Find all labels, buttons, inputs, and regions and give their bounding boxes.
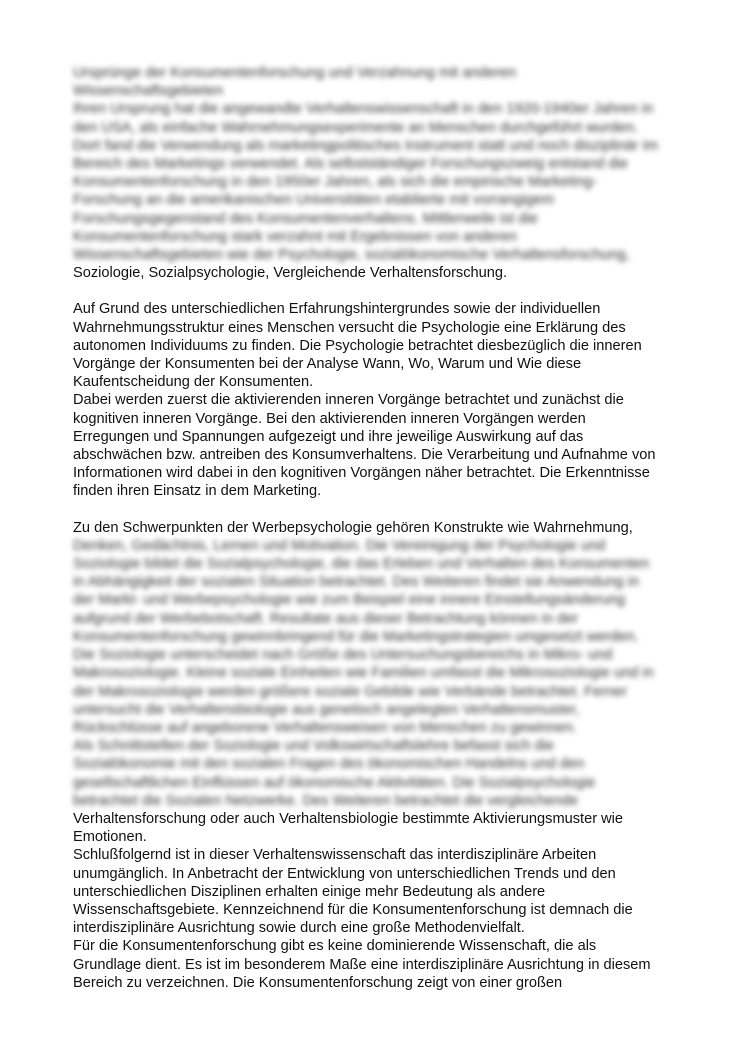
text-line: interdisziplinäre Ausrichtung sowie durch eine große Methodenvielfalt. (73, 920, 525, 937)
text-line: unterschiedlichen Disziplinen erhalten einige mehr Bedeutung als andere (73, 883, 546, 900)
text-line: gesellschaftlichen Einflüssen auf ökonomische Aktivitäten. Die Sozialpsychologie (73, 774, 596, 791)
text-line: Dabei werden zuerst die aktivierenden inneren Vorgänge betrachtet und zunächst die (73, 392, 624, 409)
text-line: Bereich des Marketings verwendet. Als selbstständiger Forschungszweig entstand die (73, 156, 628, 173)
paragraph-3-continuation (73, 810, 680, 992)
text-line: Soziologie bildet die Sozialpsychologie, die das Erleben und Verhalten des Konsumenten (73, 556, 650, 573)
text-line: Informationen wird dabei in den kognitiven Vorgängen näher betrachtet. Die Erkenntnisse (73, 465, 650, 482)
text-line: Als Schnittstellen der Soziologie und Volkswirtschaftslehre befasst sich die (73, 738, 555, 755)
text-line: betrachtet die Sozialen Netzwerke. Des Weiteren betrachtet die vergleichende (73, 792, 579, 809)
text-line: Soziologie, Sozialpsychologie, Vergleichende Verhaltensforschung. (73, 265, 508, 282)
text-line: Konsumentenforschung stark verzahnt mit Ergebnissen von anderen (73, 228, 517, 245)
text-line: Rückschlüsse auf angeborene Verhaltensweisen von Menschen zu gewinnen. (73, 719, 577, 736)
text-line: Forschungsgegenstand des Konsumentenverhaltens. Mittlerweile ist die (73, 210, 538, 227)
paragraph-3-first-line: Zu den Schwerpunkten der Werbepsychologie gehören Konstrukte wie Wahrnehmung, (73, 519, 633, 536)
text-line: Bereich zu verzeichnen. Die Konsumentenforschung zeigt von einer großen (73, 974, 563, 991)
text-line: der Makrosoziologie werden größere soziale Gebilde wie Verbände betrachtet. Ferner (73, 683, 628, 700)
text-line: abschwächen bzw. antreiben des Konsumverhaltens. Die Verarbeitung und Aufnahme von (73, 447, 656, 464)
paragraph-gap (73, 282, 680, 300)
text-line: Auf Grund des unterschiedlichen Erfahrungshintergrundes sowie der individuellen (73, 301, 601, 318)
blurred-paragraph-3-block (73, 537, 680, 810)
text-line: Wissenschaftsgebieten wie der Psychologie, sozialökonomische Verhaltensforschung, (73, 247, 630, 264)
text-line: autonomen Individuums zu finden. Die Psychologie betrachtet diesbezüglich die inneren (73, 337, 642, 354)
text-line: kognitiven inneren Vorgänge. Bei den aktivierenden inneren Vorgängen werden (73, 410, 586, 427)
text-line: in Abhängigkeit der sozialen Situation betrachtet. Des Weiteren findet sie Anwendung in (73, 574, 640, 591)
text-line: Wissenschaftsgebiete. Kennzeichnend für die Konsumentenforschung ist demnach die (73, 901, 633, 918)
text-line: Wissenschaftsgebieten (73, 83, 224, 100)
text-line: den USA, als einfache Wahrnehmungsexperimente an Menschen durchgeführt wurden. (73, 119, 638, 136)
text-line: finden ihren Einsatz in dem Marketing. (73, 483, 322, 500)
text-line: Ihren Ursprung hat die angewandte Verhaltenswissenschaft in den 1920-1940er Jahren in (73, 101, 654, 118)
blurred-intro-block (73, 64, 680, 264)
text-line: aufgrund der Werbebotschaft. Resultate aus dieser Betrachtung können in der (73, 610, 579, 627)
text-line: Ursprünge der Konsumentenforschung und Verzahnung mit anderen (73, 65, 516, 81)
text-line: untersucht die Verhaltensbiologie aus genetisch angelegten Verhaltensmuster, (73, 701, 580, 718)
text-line: Forschung an die amerikanischen Universitäten etablierte mit vorrangigem (73, 192, 555, 209)
text-line: Konsumentenforschung in den 1950er Jahren, als sich die empirische Marketing- (73, 174, 598, 191)
text-line: Konsumentenforschung gewinnbringend für die Marketingstrategien umgesetzt werden. (73, 628, 639, 645)
paragraph-gap (73, 501, 680, 519)
text-line: Grundlage dient. Es ist im besonderem Maße eine interdisziplinäre Ausrichtung in diesem (73, 956, 651, 973)
text-line: Für die Konsumentenforschung gibt es keine dominierende Wissenschaft, die als (73, 938, 597, 955)
text-line: Wahrnehmungsstruktur eines Menschen versucht die Psychologie eine Erklärung des (73, 319, 626, 336)
text-line: Erregungen und Spannungen aufgezeigt und ihre jeweilige Auswirkung auf das (73, 428, 584, 445)
text-line: Denken, Gedächtnis, Lernen und Motivation. Die Vereinigung der Psychologie und (73, 537, 606, 554)
text-line: Kaufentscheidung der Konsumenten. (73, 374, 314, 391)
text-line: Schlußfolgernd ist in dieser Verhaltenswissenschaft das interdisziplinäre Arbeiten (73, 847, 597, 864)
text-line: Dort fand die Verwendung als marketingpolitisches Instrument statt und noch disziplinär im (73, 137, 658, 154)
text-line: unumgänglich. In Anbetracht der Entwicklung von unterschiedlichen Trends und den (73, 865, 616, 882)
text-line: Verhaltensforschung oder auch Verhaltensbiologie bestimmte Aktivierungsmuster wie (73, 810, 624, 827)
text-line: der Markt- und Werbepsychologie wie zum Beispiel eine innere Einstellungsänderung (73, 592, 626, 609)
text-line: Makrosoziologie. Kleine soziale Einheiten wie Familien umfasst die Mikrosoziologie und in (73, 665, 654, 682)
text-line: Emotionen. (73, 829, 147, 846)
text-line: Die Soziologie unterscheidet nach Größe des Untersuchungsbereichs in Mikro- und (73, 647, 613, 664)
text-line: Sozialökonomie mit den sozialen Fragen des ökonomischen Handelns und den (73, 756, 585, 773)
paragraph-2 (73, 300, 680, 500)
paragraph-1 (73, 264, 680, 282)
text-line: Vorgänge der Konsumenten bei der Analyse Wann, Wo, Warum und Wie diese (73, 356, 582, 373)
